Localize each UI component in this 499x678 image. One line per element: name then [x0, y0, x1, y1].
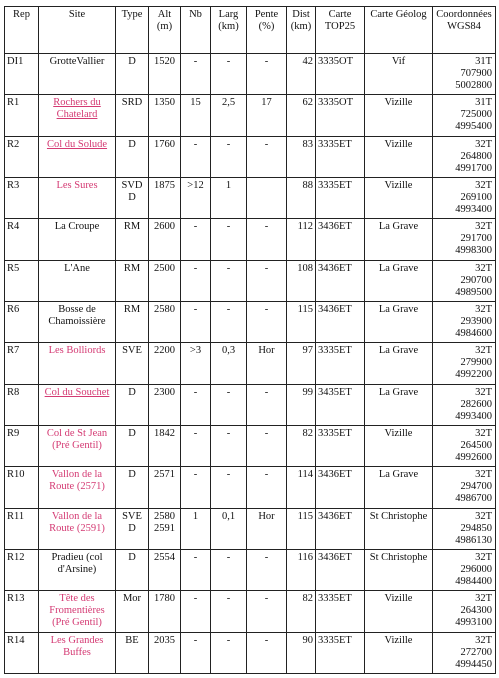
cell-nb: - [181, 384, 211, 425]
cell-geolog: Vizille [365, 591, 433, 632]
cell-larg: - [211, 136, 247, 177]
cell-geolog: La Grave [365, 219, 433, 260]
cell-top25: 3335ET [316, 177, 365, 218]
cell-larg: 2,5 [211, 95, 247, 136]
table-row [5, 301, 496, 342]
table-row [5, 384, 496, 425]
cell-pente: - [247, 549, 287, 590]
cell-type: RM [116, 260, 149, 301]
table-header-row [5, 7, 496, 54]
cell-rep: R2 [5, 136, 39, 177]
cell-alt: 2300 [149, 384, 181, 425]
cell-type: SRD [116, 95, 149, 136]
cell-alt: 1875 [149, 177, 181, 218]
cell-dist: 108 [287, 260, 316, 301]
site-name: L'Ane [64, 262, 90, 274]
site-name: Pradieu (col d'Arsine) [51, 551, 103, 575]
site-link[interactable]: Col du Souchet [44, 386, 110, 398]
cell-top25: 3335ET [316, 136, 365, 177]
cell-coord: 32T 272700 4994450 [433, 632, 496, 673]
cell-rep: R1 [5, 95, 39, 136]
cell-coord: 32T 269100 4993400 [433, 177, 496, 218]
cell-top25: 3436ET [316, 219, 365, 260]
cell-site [39, 177, 116, 218]
col-header-site: Site [39, 7, 116, 54]
table-row [5, 591, 496, 632]
cell-alt: 2580 [149, 301, 181, 342]
col-header-geolog: Carte Géolog [365, 7, 433, 54]
col-header-rep: Rep [5, 7, 39, 54]
cell-type: D [116, 549, 149, 590]
table-row [5, 549, 496, 590]
cell-rep: DI1 [5, 54, 39, 95]
col-header-coord: Coordonnées WGS84 [433, 7, 496, 54]
cell-dist: 116 [287, 549, 316, 590]
cell-coord: 32T 290700 4989500 [433, 260, 496, 301]
cell-nb: - [181, 54, 211, 95]
cell-site [39, 343, 116, 384]
cell-top25: 3436ET [316, 260, 365, 301]
table-row [5, 95, 496, 136]
cell-coord: 31T 707900 5002800 [433, 54, 496, 95]
cell-rep: R13 [5, 591, 39, 632]
table-row [5, 425, 496, 466]
cell-dist: 97 [287, 343, 316, 384]
cell-site [39, 425, 116, 466]
cell-site [39, 508, 116, 549]
cell-site [39, 95, 116, 136]
cell-dist: 88 [287, 177, 316, 218]
cell-type: RM [116, 301, 149, 342]
cell-pente: - [247, 467, 287, 508]
cell-rep: R5 [5, 260, 39, 301]
cell-geolog: La Grave [365, 343, 433, 384]
site-link[interactable]: Les Sures [56, 179, 98, 191]
cell-coord: 31T 725000 4995400 [433, 95, 496, 136]
cell-alt: 1350 [149, 95, 181, 136]
cell-alt: 2500 [149, 260, 181, 301]
cell-site [39, 136, 116, 177]
site-name: La Croupe [54, 221, 100, 233]
table-row [5, 260, 496, 301]
cell-coord: 32T 294850 4986130 [433, 508, 496, 549]
cell-top25: 3335ET [316, 632, 365, 673]
cell-geolog: St Christophe [365, 549, 433, 590]
cell-larg: 0,1 [211, 508, 247, 549]
cell-site [39, 591, 116, 632]
site-link[interactable]: Tête des Fromentières (Pré Gentil) [49, 593, 105, 629]
cell-geolog: La Grave [365, 301, 433, 342]
col-header-pente: Pente (%) [247, 7, 287, 54]
cell-dist: 99 [287, 384, 316, 425]
cell-alt: 1520 [149, 54, 181, 95]
cell-type: D [116, 425, 149, 466]
cell-geolog: St Christophe [365, 508, 433, 549]
cell-dist: 112 [287, 219, 316, 260]
cell-nb: - [181, 549, 211, 590]
cell-type: RM [116, 219, 149, 260]
cell-nb: - [181, 467, 211, 508]
cell-dist: 82 [287, 591, 316, 632]
cell-larg: - [211, 632, 247, 673]
cell-coord: 32T 294700 4986700 [433, 467, 496, 508]
cell-rep: R7 [5, 343, 39, 384]
cell-larg: - [211, 301, 247, 342]
cell-pente [247, 177, 287, 218]
sites-table [4, 6, 496, 674]
cell-site [39, 260, 116, 301]
cell-type: BE [116, 632, 149, 673]
cell-nb: - [181, 425, 211, 466]
cell-site [39, 219, 116, 260]
cell-nb: - [181, 260, 211, 301]
cell-geolog: Vizille [365, 136, 433, 177]
col-header-larg: Larg (km) [211, 7, 247, 54]
cell-rep: R3 [5, 177, 39, 218]
cell-coord: 32T 279900 4992200 [433, 343, 496, 384]
cell-pente: - [247, 136, 287, 177]
cell-nb: 15 [181, 95, 211, 136]
site-link[interactable]: Col du Solude [46, 138, 108, 150]
cell-pente: - [247, 425, 287, 466]
table-row [5, 343, 496, 384]
table-row [5, 219, 496, 260]
cell-site [39, 632, 116, 673]
table-row [5, 136, 496, 177]
cell-alt: 2600 [149, 219, 181, 260]
cell-top25: 3436ET [316, 467, 365, 508]
cell-coord: 32T 264300 4993100 [433, 591, 496, 632]
cell-top25: 3435ET [316, 384, 365, 425]
col-header-nb: Nb [181, 7, 211, 54]
cell-top25: 3436ET [316, 549, 365, 590]
cell-top25: 3436ET [316, 301, 365, 342]
cell-geolog: Vizille [365, 177, 433, 218]
site-link[interactable]: Col de St Jean (Pré Gentil) [46, 427, 108, 451]
cell-dist: 82 [287, 425, 316, 466]
cell-dist: 115 [287, 301, 316, 342]
cell-alt: 2554 [149, 549, 181, 590]
cell-geolog: La Grave [365, 260, 433, 301]
cell-coord: 32T 264800 4991700 [433, 136, 496, 177]
cell-pente: - [247, 384, 287, 425]
site-link[interactable]: Vallon de la Route (2571) [49, 469, 105, 493]
cell-dist: 83 [287, 136, 316, 177]
cell-type: SVE [116, 343, 149, 384]
cell-pente: - [247, 632, 287, 673]
cell-type: D [116, 136, 149, 177]
cell-dist: 90 [287, 632, 316, 673]
site-link[interactable]: Les Grandes Buffes [50, 634, 104, 658]
cell-site [39, 384, 116, 425]
cell-pente: - [247, 219, 287, 260]
cell-top25: 3335OT [316, 54, 365, 95]
cell-larg: 0,3 [211, 343, 247, 384]
table-row [5, 632, 496, 673]
cell-coord: 32T 291700 4998300 [433, 219, 496, 260]
cell-coord: 32T 296000 4984400 [433, 549, 496, 590]
cell-geolog: Vizille [365, 632, 433, 673]
cell-dist: 114 [287, 467, 316, 508]
cell-larg: - [211, 467, 247, 508]
table-row [5, 467, 496, 508]
cell-pente: 17 [247, 95, 287, 136]
cell-top25: 3436ET [316, 508, 365, 549]
cell-geolog: La Grave [365, 384, 433, 425]
cell-site [39, 549, 116, 590]
table-row [5, 177, 496, 218]
site-name: GrotteVallier [49, 56, 105, 67]
cell-nb: 1 [181, 508, 211, 549]
cell-nb: >3 [181, 343, 211, 384]
col-header-dist: Dist (km) [287, 7, 316, 54]
cell-nb: - [181, 591, 211, 632]
cell-nb: - [181, 632, 211, 673]
cell-type: SVE D [116, 508, 149, 549]
cell-rep: R4 [5, 219, 39, 260]
cell-nb: - [181, 301, 211, 342]
col-header-alt: Alt (m) [149, 7, 181, 54]
cell-type: SVD D [116, 177, 149, 218]
cell-pente: - [247, 54, 287, 95]
cell-rep: R12 [5, 549, 39, 590]
cell-type: D [116, 384, 149, 425]
cell-geolog: Vizille [365, 425, 433, 466]
col-header-top25: Carte TOP25 [316, 7, 365, 54]
document-page [4, 6, 495, 674]
cell-alt: 2571 [149, 467, 181, 508]
cell-top25: 3335ET [316, 425, 365, 466]
cell-pente: Hor [247, 343, 287, 384]
cell-larg: - [211, 260, 247, 301]
cell-alt: 1780 [149, 591, 181, 632]
cell-geolog: La Grave [365, 467, 433, 508]
table-row [5, 508, 496, 549]
cell-pente: Hor [247, 508, 287, 549]
cell-nb: >12 [181, 177, 211, 218]
cell-larg: - [211, 549, 247, 590]
cell-pente: - [247, 591, 287, 632]
cell-alt: 1842 [149, 425, 181, 466]
cell-rep: R8 [5, 384, 39, 425]
cell-rep: R9 [5, 425, 39, 466]
cell-pente: - [247, 260, 287, 301]
cell-coord: 32T 293900 4984600 [433, 301, 496, 342]
cell-type: D [116, 54, 149, 95]
cell-alt: 2200 [149, 343, 181, 384]
cell-alt: 2035 [149, 632, 181, 673]
cell-nb: - [181, 136, 211, 177]
cell-coord: 32T 282600 4993400 [433, 384, 496, 425]
cell-dist: 62 [287, 95, 316, 136]
cell-larg: - [211, 219, 247, 260]
cell-larg: - [211, 384, 247, 425]
table-row [5, 54, 496, 95]
cell-rep: R11 [5, 508, 39, 549]
cell-alt: 1760 [149, 136, 181, 177]
cell-larg: - [211, 591, 247, 632]
site-link[interactable]: Les Bolliords [48, 345, 106, 357]
cell-pente: - [247, 301, 287, 342]
cell-larg: - [211, 425, 247, 466]
cell-geolog: Vif [365, 54, 433, 95]
cell-geolog: Vizille [365, 95, 433, 136]
cell-dist: 42 [287, 54, 316, 95]
cell-type: D [116, 467, 149, 508]
cell-rep: R10 [5, 467, 39, 508]
cell-coord: 32T 264500 4992600 [433, 425, 496, 466]
cell-larg: - [211, 54, 247, 95]
cell-larg: 1 [211, 177, 247, 218]
cell-site [39, 301, 116, 342]
cell-rep: R14 [5, 632, 39, 673]
cell-dist: 115 [287, 508, 316, 549]
site-name: Bosse de Chamoissière [48, 303, 106, 327]
cell-site [39, 467, 116, 508]
cell-site [39, 54, 116, 95]
site-link[interactable]: Vallon de la Route (2591) [49, 510, 105, 534]
cell-nb: - [181, 219, 211, 260]
cell-top25: 3335ET [316, 343, 365, 384]
cell-top25: 3335ET [316, 591, 365, 632]
col-header-type: Type [116, 7, 149, 54]
cell-alt: 2580 2591 [149, 508, 181, 549]
cell-rep: R6 [5, 301, 39, 342]
cell-type: Mor [116, 591, 149, 632]
cell-top25: 3335OT [316, 95, 365, 136]
site-link[interactable]: Rochers du Chatelard [53, 97, 101, 121]
